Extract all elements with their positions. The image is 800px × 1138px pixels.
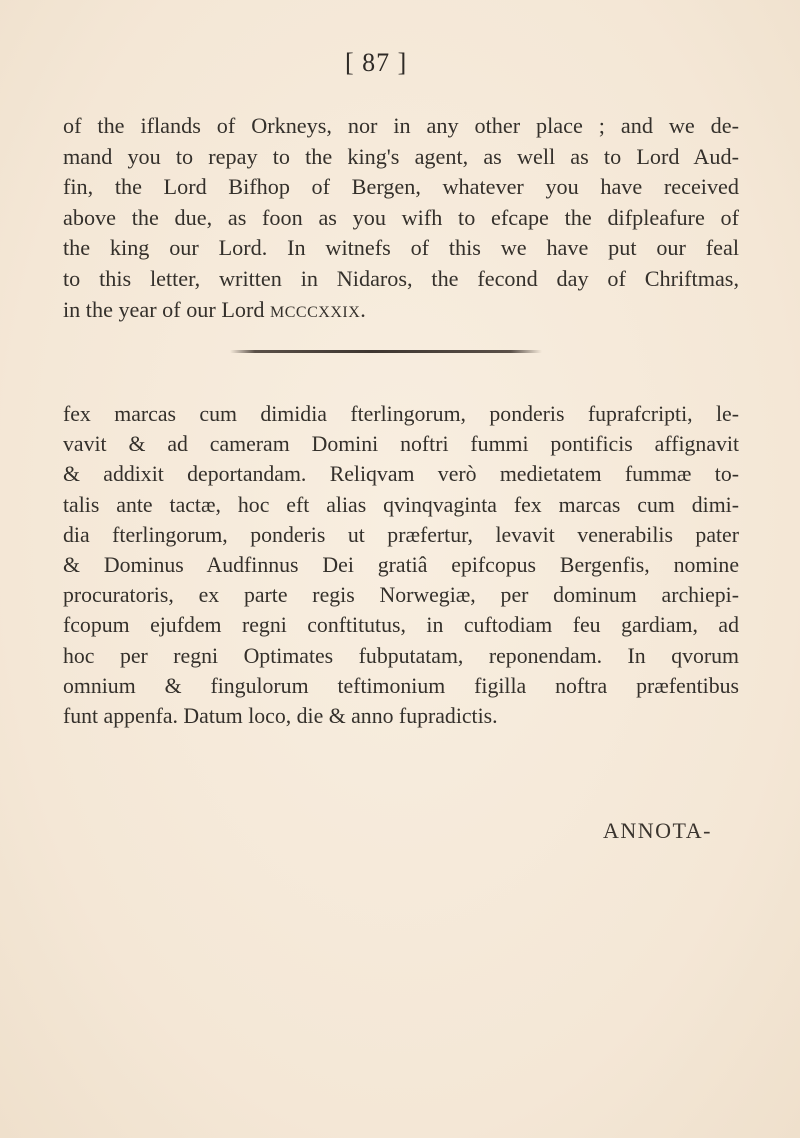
text-line: fex marcas cum dimidia fterlingorum, ponderis fuprafcripti, le-: [63, 402, 739, 426]
text-line: & addixit deportandam. Reliqvam verò medietatem fummæ to-: [63, 462, 739, 487]
text-line: fin, the Lord Bifhop of Bergen, whatever you have received: [63, 174, 739, 200]
text-line-prefix: in the year of our Lord: [63, 296, 271, 322]
text-line: fcopum ejufdem regni conftitutus, in cuftodiam feu gardiam, ad: [63, 613, 739, 638]
text-line: above the due, as foon as you wifh to efcape the difpleafure of: [63, 204, 739, 230]
text-line-last: funt appenfa. Datum loco, die & anno fupradictis.: [63, 704, 498, 729]
latin-paragraph: [63, 399, 739, 731]
text-line: to this letter, written in Nidaros, the fecond day of Chriftmas,: [63, 265, 739, 291]
page-number: [ 87 ]: [345, 48, 408, 77]
text-line: procuratoris, ex parte regis Norwegiæ, per dominum archiepi-: [63, 583, 739, 608]
year-numeral: mcccxxix.: [270, 296, 367, 322]
text-line: vavit & ad cameram Domini noftri fummi pontificis affignavit: [63, 432, 739, 457]
text-line: talis ante tactæ, hoc eft alias qvinqvaginta fex marcas cum dimi-: [63, 492, 739, 517]
english-paragraph: [63, 111, 739, 325]
text-line: the king our Lord. In witnefs of this we have put our feal: [63, 235, 739, 261]
section-divider: [230, 350, 542, 353]
text-line: mand you to repay to the king's agent, as well as to Lord Aud-: [63, 143, 739, 169]
text-line: & Dominus Audfinnus Dei gratiâ epifcopus Bergenfis, nomine: [63, 553, 739, 578]
text-line-last: [63, 295, 739, 326]
catchword: ANNOTA-: [603, 818, 712, 843]
text-line: hoc per regni Optimates fubputatam, reponendam. In qvorum: [63, 643, 739, 668]
text-line: dia fterlingorum, ponderis ut præfertur, levavit venerabilis pater: [63, 522, 739, 547]
text-line: omnium & fingulorum teftimonium figilla noftra præfentibus: [63, 673, 739, 698]
text-line: of the iflands of Orkneys, nor in any other place ; and we de-: [63, 113, 739, 138]
